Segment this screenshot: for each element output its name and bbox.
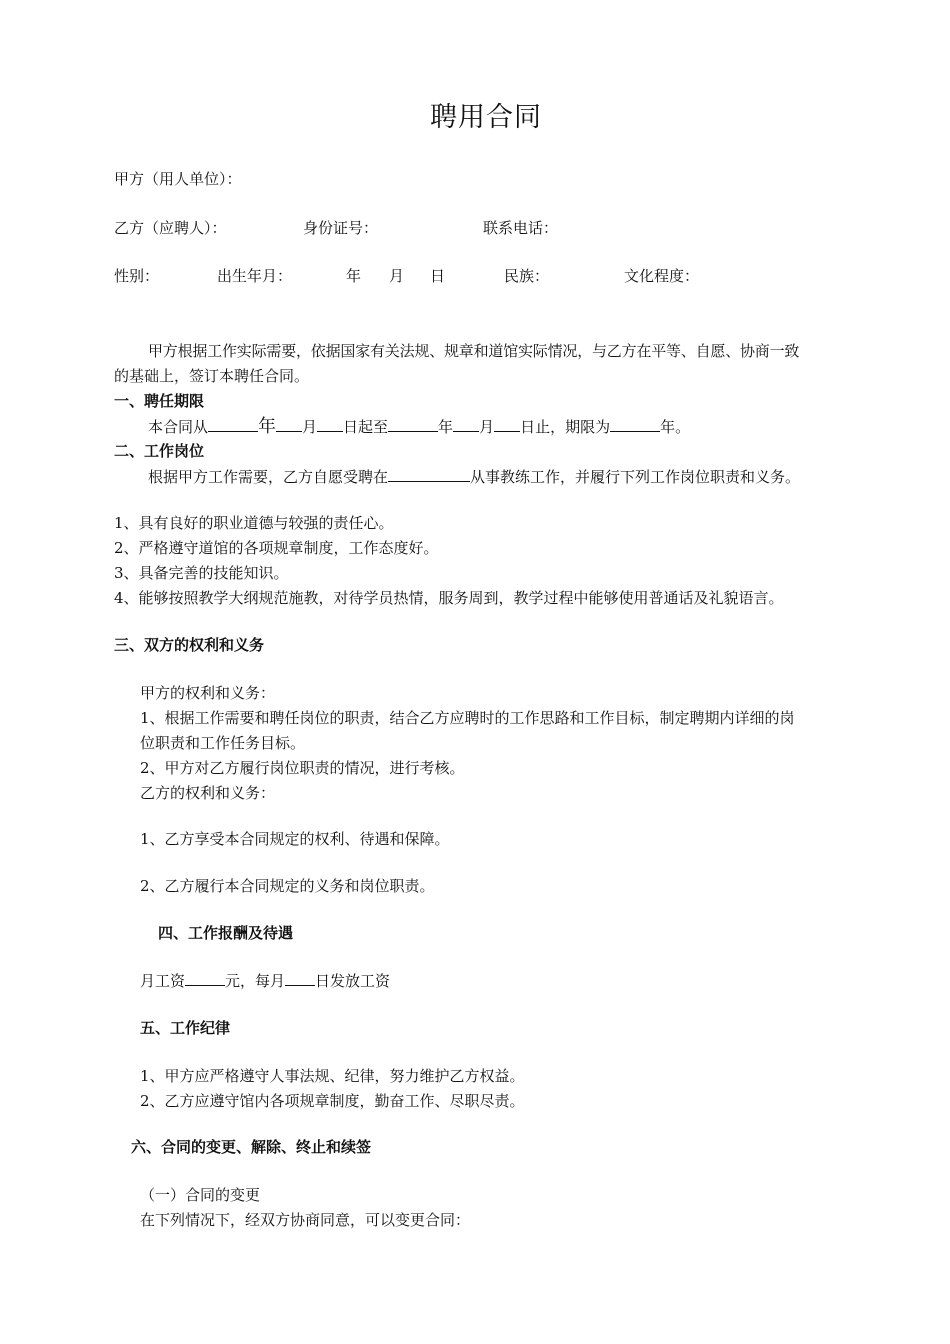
position-text-2: 从事教练工作，并履行下列工作岗位职责和义务。 [470,468,801,486]
salary-text-1: 月工资 [140,972,186,990]
section-2-heading: 二、工作岗位 [114,442,205,460]
contract-change-text: 在下列情况下，经双方协商同意，可以变更合同： [140,1211,471,1229]
birth-month-label: 月 [389,267,405,285]
section-4-heading: 四、工作报酬及待遇 [158,924,294,942]
term-text-month-2: 月 [479,418,495,436]
education-label: 文化程度： [624,267,700,285]
party-b-rights-label: 乙方的权利和义务： [140,784,276,802]
salary-text-3: 日发放工资 [315,972,391,990]
start-day-blank[interactable] [317,416,343,432]
intro-line-2: 的基础上，签订本聘任合同。 [114,367,310,385]
term-text-year: 年 [258,416,277,437]
term-text-until: 日起至 [343,418,389,436]
party-a-label: 甲方（用人单位）： [114,170,242,188]
birth-year-label: 年 [346,267,362,285]
birth-day-label: 日 [430,267,446,285]
discipline-item-2: 2、乙方应遵守馆内各项规章制度，勤奋工作、尽职尽责。 [140,1092,525,1110]
party-b-label: 乙方（应聘人）： [114,219,227,237]
section-1-heading: 一、聘任期限 [114,392,205,410]
term-clause [148,416,690,437]
duty-item-4: 4、能够按照教学大纲规范施教，对待学员热情，服务周到，教学过程中能够使用普通话及礼貌语言。 [114,589,784,607]
phone-label: 联系电话： [483,219,559,237]
end-month-blank[interactable] [453,416,479,432]
end-year-blank[interactable] [388,416,438,432]
duty-item-1: 1、具有良好的职业道德与较强的责任心。 [114,514,394,532]
party-a-right-2: 2、甲方对乙方履行岗位职责的情况，进行考核。 [140,759,465,777]
party-a-right-1-line-2: 位职责和工作任务目标。 [140,734,306,752]
section-5-heading: 五、工作纪律 [140,1019,231,1037]
term-text-period: 日止，期限为 [520,418,611,436]
party-b-right-1: 1、乙方享受本合同规定的权利、待遇和保障。 [140,830,450,848]
pay-day-blank[interactable] [285,970,315,986]
gender-label: 性别： [114,267,160,285]
start-year-blank[interactable] [208,416,258,432]
discipline-item-1: 1、甲方应严格遵守人事法规、纪律，努力维护乙方权益。 [140,1067,525,1085]
section-3-heading: 三、双方的权利和义务 [114,636,265,654]
salary-clause [140,970,390,991]
period-years-blank[interactable] [610,416,660,432]
end-day-blank[interactable] [494,416,520,432]
salary-amount-blank[interactable] [185,970,225,986]
duty-item-3: 3、具备完善的技能知识。 [114,564,289,582]
page-title: 聘用合同 [430,102,542,133]
section-6-heading: 六、合同的变更、解除、终止和续签 [131,1138,372,1156]
salary-text-2: 元，每月 [225,972,286,990]
intro-line-1: 甲方根据工作实际需要，依据国家有关法规、规章和道馆实际情况，与乙方在平等、自愿、协商一致 [148,342,800,360]
term-text-from: 本合同从 [148,418,209,436]
party-a-rights-label: 甲方的权利和义务： [140,684,276,702]
party-a-right-1-line-1: 1、根据工作需要和聘任岗位的职责，结合乙方应聘时的工作思路和工作目标，制定聘期内详细的岗 [140,709,795,727]
birth-label: 出生年月： [217,267,293,285]
term-text-year-2: 年 [438,418,454,436]
position-blank[interactable] [388,466,470,482]
duty-item-2: 2、严格遵守道馆的各项规章制度，工作态度好。 [114,539,439,557]
start-month-blank[interactable] [276,416,302,432]
id-number-label: 身份证号： [303,219,379,237]
ethnicity-label: 民族： [504,267,550,285]
term-text-month: 月 [302,418,318,436]
party-b-right-2: 2、乙方履行本合同规定的义务和岗位职责。 [140,877,435,895]
position-text-1: 根据甲方工作需要，乙方自愿受聘在 [148,468,389,486]
position-clause [148,466,800,487]
contract-change-subheading: （一）合同的变更 [140,1186,261,1204]
term-text-end: 年。 [660,418,691,436]
